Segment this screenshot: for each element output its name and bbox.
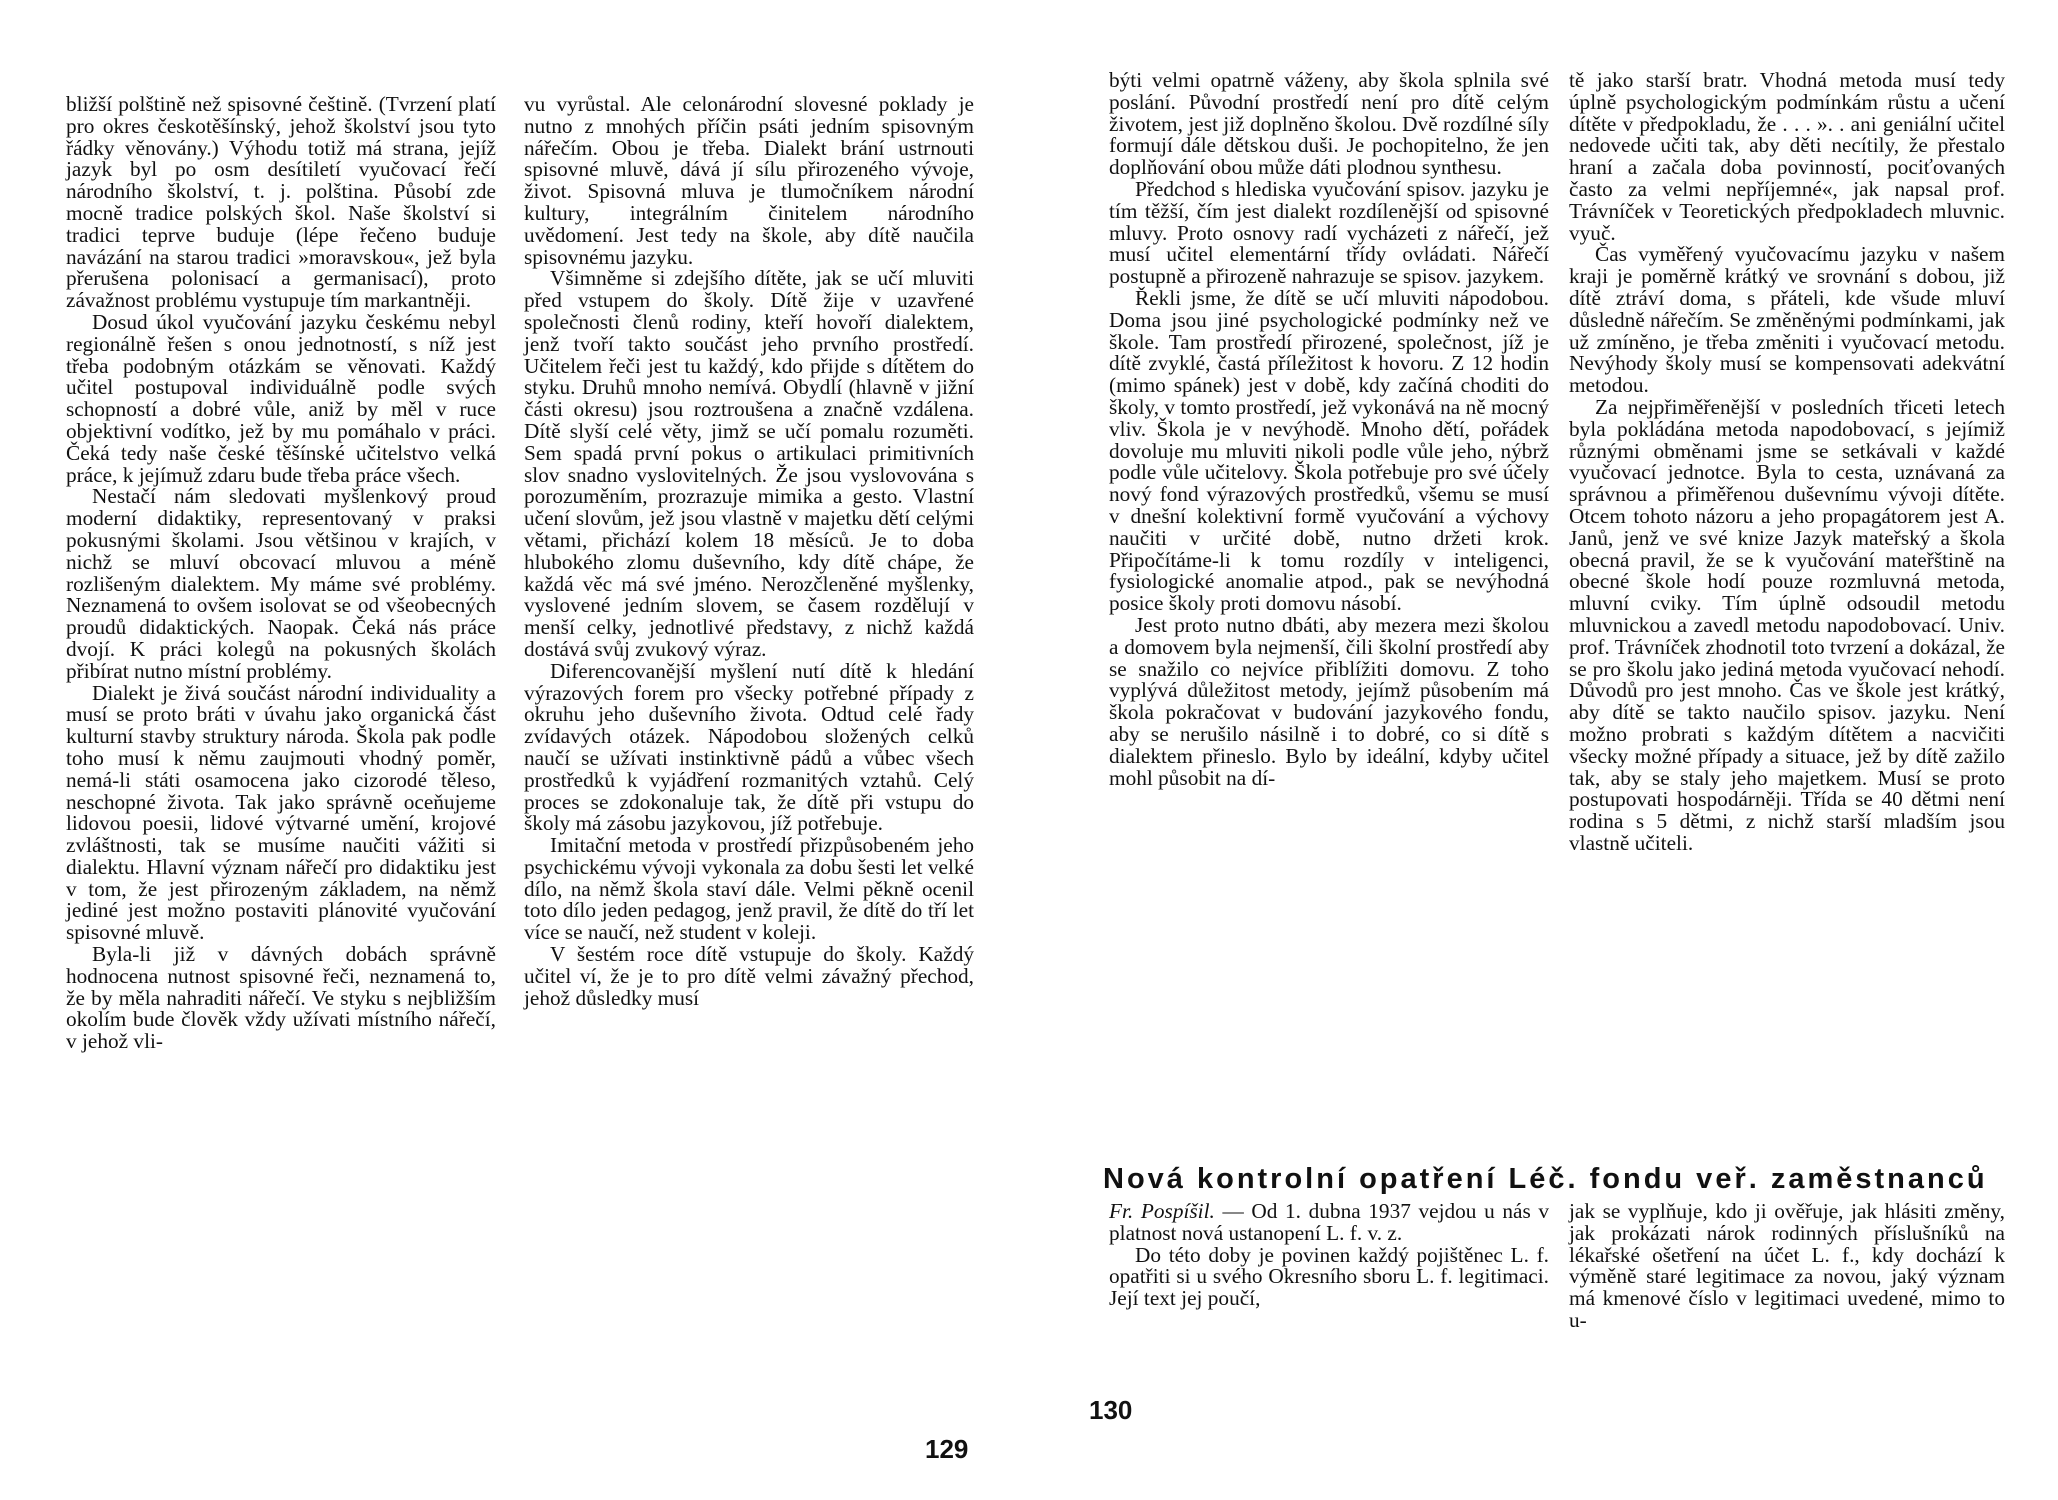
left-page-column-1 (66, 94, 496, 1053)
paragraph: býti velmi opatrně váženy, aby škola splnila své poslání. Původní prostředí není pro dítě celým životem, jest již doplněno školou. Dvě rozdílné síly formují dále dětskou duši. Je pochopitelno, že jen doplňování obou může dáti plodnou synthesu. (1109, 68, 1549, 180)
paragraph: V šestém roce dítě vstupuje do školy. Každý učitel ví, že je to pro dítě velmi závažný přechod, jehož důsledky musí (524, 942, 974, 1010)
paragraph: Řekli jsme, že dítě se učí mluviti nápodobou. Doma jsou jiné psychologické podmínky než ve škole. Tam prostředí přirozené, společnost, jíž je dítě zvyklé, častá příležitost k hovoru. Z 12 hodin (mimo spánek) jest v době, kdy začíná choditi do školy, v tomto prostředí, jež vykonává na ně mocný vliv. Škola je v nevýhodě. Mnoho dětí, pořádek dovoluje mu mluviti nikoli podle vůle jeho, nýbrž podle vůle učitelovy. Škola potřebuje pro své účely nový fond výrazových prostředků, všemu se musí v dnešní kolektivní formě vyučování a výchovy naučiti v určité době, nutno držeti krok. Připočítáme-li k tomu rozdíly v inteligenci, fysiologické anomalie atpod., pak se nevýhodná posice školy proti domovu násobí. (1109, 285, 1549, 616)
paragraph: Předchod s hlediska vyučování spisov. jazyku je tím těžší, čím jest dialekt rozdílenější od spisovné mluvy. Proto osnovy radí vycházeti z nářečí, jež musí učitel elementární třídy ovládati. Nářečí postupně a přirozeně nahrazuje se spisov. jazykem. (1109, 176, 1549, 289)
paragraph: bližší polštině než spisovné češtině. (Tvrzení platí pro okres českotěšínský, jehož školství jsou tyto řádky věnovány.) Výhodu totiž má strana, jejíž jazyk byl po osm desítiletí vyučovací řečí národního školství, t. j. polština. Působí zde mocně tradice polských škol. Naše školství si tradici teprve buduje (lépe řečeno buduje navázání na starou tradici »moravskou«, jež byla přerušena polonisací a germanisací), proto závažnost problému vystupuje tím markantněji. (66, 92, 496, 313)
right-page-column-1 (1109, 70, 1549, 789)
article-column-2 (1569, 1201, 2005, 1332)
right-page (1029, 0, 2058, 1500)
article-text: — Od 1. dubna 1937 vejdou u nás v platnost nová ustanopení L. f. v. z. (1109, 1199, 1549, 1245)
paragraph: Dialekt je živá součást národní individuality a musí se proto bráti v úvahu jako organická část kulturní stavby struktury národa. Škola pak podle toho musí k němu zaujmouti vhodný poměr, nemá-li státi osamocena jako cizorodé těleso, neschopné života. Tak jako správně oceňujeme lidovou poesii, lidové výtvarné umění, krojové zvláštnosti, tak se musíme naučiti vážiti si dialektu. Hlavní význam nářečí pro didaktiku jest v tom, že jest přirozeným základem, na němž jediné jest možno postaviti plánovité vyučování spisovné mluvě. (66, 680, 496, 945)
page-number-130: 130 (1089, 1395, 1133, 1425)
paragraph: Nestačí nám sledovati myšlenkový proud moderní didaktiky, representovaný v praksi pokusnými školami. Jsou většinou v krajích, v nichž se mluví obcovací mluvou a méně rozlišeným dialektem. My máme své problémy. Neznamená to ovšem isolovat se od všeobecných proudů didaktických. Naopak. Čeká nás práce dvojí. K práci kolegů na pokusných školách přibírat nutno místní problémy. (66, 484, 496, 683)
paragraph: Čas vyměřený vyučovacímu jazyku v našem kraji je poměrně krátký ve srovnání s dobou, již dítě ztráví doma, s přáteli, kde všude mluví důsledně nářečím. Se změněnými podmínkami, jak už zmíněno, je třeba změniti i vyučovací metodu. Nevýhody školy musí se kompensovati adekvátní metodou. (1569, 242, 2005, 398)
paragraph: tě jako starší bratr. Vhodná metoda musí tedy úplně psychologickým podmínkám růstu a učení dítěte v předpokladu, že . . . ». . ani geniální učitel nedovede učiti tak, aby děti necítily, že přestalo hraní a začala doba povinností, pociťovaných často za velmi nepříjemné«, jak napsal prof. Trávníček v Teoretických předpokladech mluvnic. vyuč. (1569, 68, 2005, 245)
paragraph: Diferencovanější myšlení nutí dítě k hledání výrazových forem pro všecky potřebné případy z okruhu jeho duševního života. Odtud celé řady zvídavých otázek. Nápodobou složených celků naučí se užívati instinktivně pádů a vůbec všech prostředků k vyjádření rozmanitých vztahů. Celý proces se zdokonaluje tak, že dítě při vstupu do školy má zásobu jazykovou, jíž potřebuje. (524, 658, 974, 836)
left-page-column-2 (524, 94, 974, 1009)
right-page-column-2 (1569, 70, 2005, 855)
paragraph: jak se vyplňuje, kdo ji ověřuje, jak hlásiti změny, jak prokázati nárok rodinných příslušníků na lékařské ošetření na účet L. f., kdy dochází k výměně staré legitimace za novou, jaký význam má kmenové číslo v legitimaci uvedené, mimo to u- (1569, 1199, 2005, 1332)
paragraph: Všimněme si zdejšího dítěte, jak se učí mluviti před vstupem do školy. Dítě žije v uzavřené společnosti členů rodiny, kteří hovoří dialektem, jenž tvoří takto součást jeho prvního prostředí. Učitelem řeči jest tu každý, kdo přijde s dítětem do styku. Druhů mnoho nemívá. Obydlí (hlavně v jižní části okresu) jsou roztroušena a značně vzdálena. Dítě slyší celé věty, jimž se učí pomalu rozuměti. Sem spadá první pokus o artikulaci primitivních slov snadno vyslovitelných. Že jsou vyslovována s porozuměním, prozrazuje mimika a gesto. Vlastní učení slovům, jež jsou vlastně v majetku dětí celými větami, přichází kolem 18 měsíců. Je to doba hlubokého zlomu duševního, kdy dítě chápe, že každá věc má své jméno. Nerozčleněné myšlenky, vyslovené jedním slovem, se časem rozdělují v menší celky, jednotlivé představy, z nichž každá dostává svůj zvukový výraz. (524, 266, 974, 661)
paragraph: vu vyrůstal. Ale celonárodní slovesné poklady je nutno z mnohých příčin psáti jedním spisovným nářečím. Obou je třeba. Dialekt brání ustrnouti spisovné mluvě, dává jí sílu přirozeného vývoje, život. Spisovná mluva je tlumočníkem národní kultury, integrálním činitelem národního uvědomení. Jest tedy na škole, aby dítě naučila spisovnému jazyku. (524, 92, 974, 269)
article-headline: Nová kontrolní opatření Léč. fondu veř. zaměstnanců (1103, 1163, 1988, 1195)
article-paragraph (1109, 1201, 1549, 1245)
page-number-129: 129 (925, 1434, 969, 1464)
paragraph: Imitační metoda v prostředí přizpůsobeném jeho psychickému vývoji vykonala za dobu šesti let velké dílo, na němž škola staví dále. Velmi pěkně ocenil toto dílo jeden pedagog, jenž pravil, že dítě do tří let více se naučí, než student v koleji. (524, 833, 974, 945)
paragraph: Jest proto nutno dbáti, aby mezera mezi školou a domovem byla nejmenší, čili školní prostředí aby se snažilo co nejvíce přiblížiti domovu. Z toho vyplývá důležitost metody, jejímž působením má škola pokračovat v budování jazykového fondu, aby se nerušilo násilně i to dobré, co si dítě s dialektem přineslo. Bylo by ideální, kdyby učitel mohl působit na dí- (1109, 612, 1549, 790)
paragraph: Dosud úkol vyučování jazyku českému nebyl regionálně řešen s onou jednotností, s níž jest třeba podobným otázkám se věnovati. Každý učitel postupoval individuálně podle svých schopností a dobré vůle, aniž by měl v ruce objektivní vodítko, jež by mu pomáhalo v práci. Čeká tedy naše české těšínské učitelstvo velká práce, k jejímuž zdaru bude třeba práce všech. (66, 309, 496, 487)
article-paragraph: Do této doby je povinen každý pojištěnec L. f. opatřiti si u svého Okresního sboru L. f. legitimaci. Její text jej poučí, (1109, 1242, 1549, 1311)
article-author: Fr. Pospíšil. (1109, 1199, 1215, 1223)
paragraph: Byla-li již v dávných dobách správně hodnocena nutnost spisovné řeči, neznamená to, že by měla nahraditi nářečí. Ve styku s nejbližším okolím bude člověk vždy užívati místního nářečí, v jehož vli- (66, 942, 496, 1054)
article-column-1 (1109, 1201, 1549, 1310)
paragraph: Za nejpřiměřenější v posledních třiceti letech byla pokládána metoda napodobovací, s jejímiž různými obměnami jsme se setkávali v každé vyučovací jednotce. Byla to cesta, uznávaná za správnou a přiměřenou duševnímu vývoji dítěte. Otcem tohoto názoru a jeho propagátorem jest A. Janů, jenž ve své knize Jazyk mateřský a škola obecná pravil, že se k vyučování mateřštině na obecné škole hodí pouze rozmluvná metoda, mluvní cviky. Tím úplně odsoudil metodu mluvnickou a zavedl metodu napodobovací. Univ. prof. Trávníček zhodnotil toto tvrzení a dokázal, že se pro školu jako jediná metoda vyučovací nehodí. Důvodů pro jest mnoho. Čas ve škole jest krátký, aby dítě se takto naučilo spisov. jazyku. Není možno probrati s každým dítětem a nacvičiti všecky možné případy a situace, jež by dítě zažilo tak, aby se staly jeho majetkem. Musí se proto postupovati hospodárněji. Třída se 40 dětmi není rodina s 5 dětmi, z nichž starší mladším jsou vlastně učiteli. (1569, 394, 2005, 855)
